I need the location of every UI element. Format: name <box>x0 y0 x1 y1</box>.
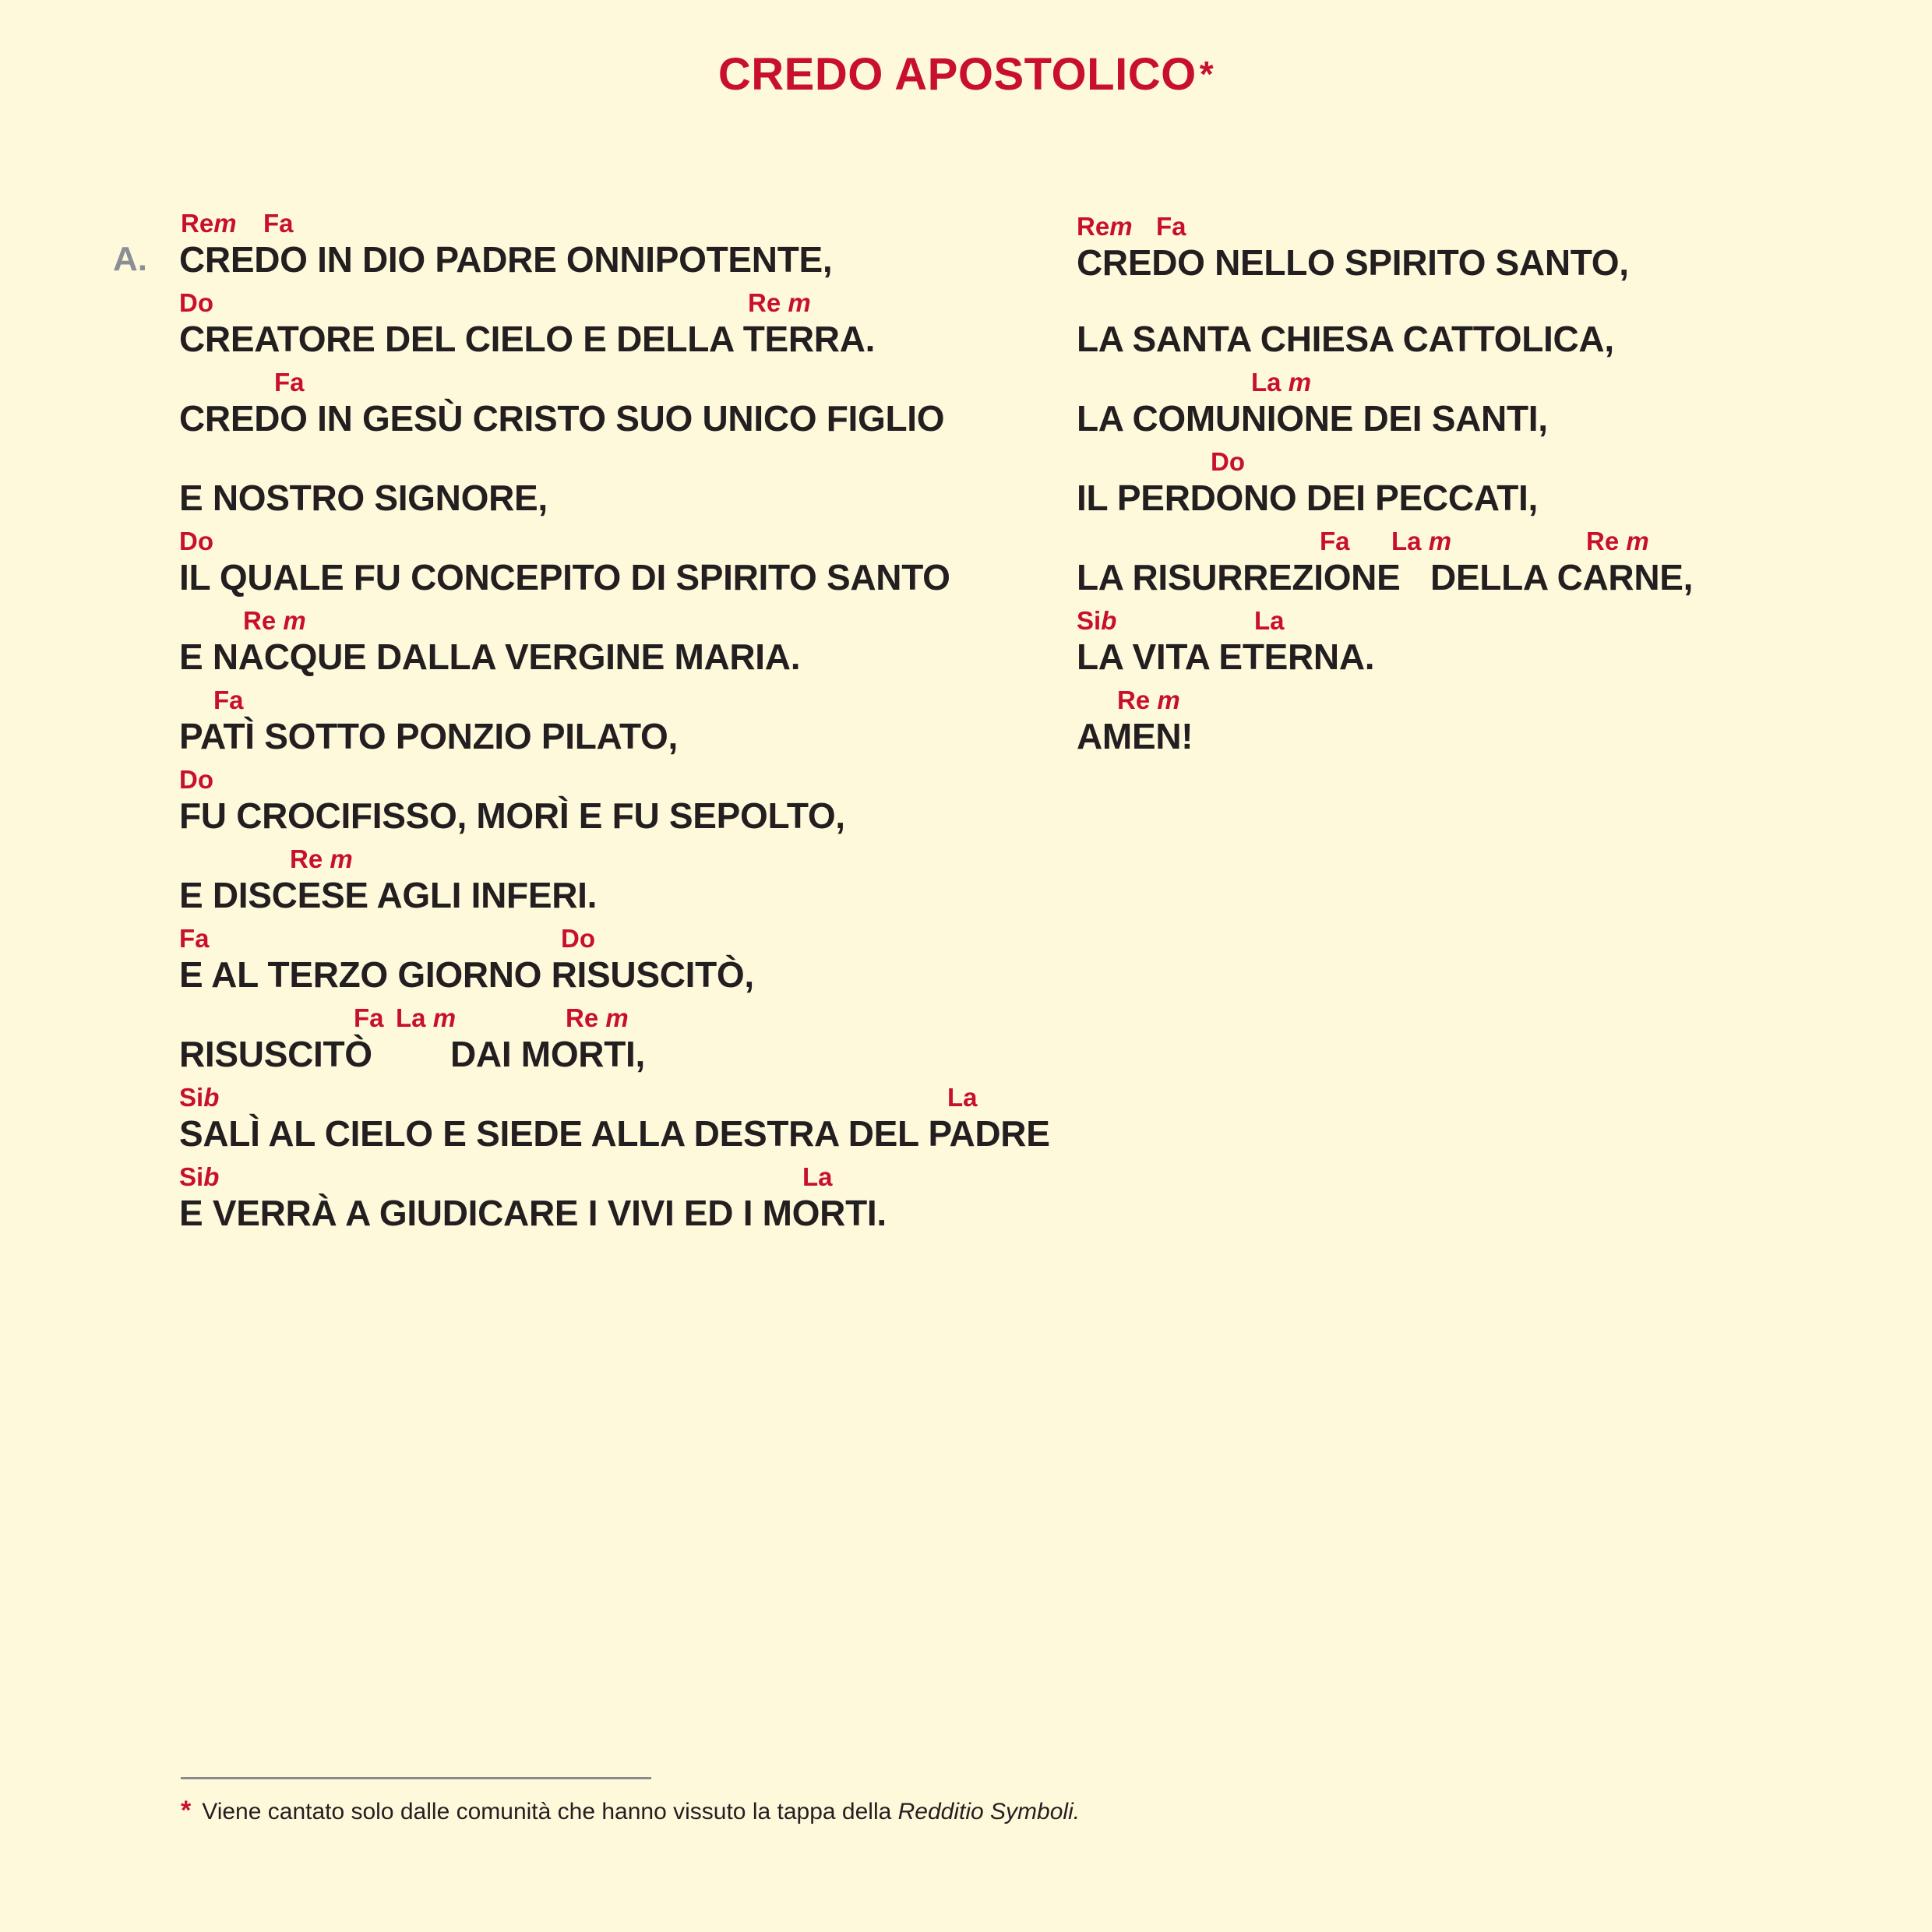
title-footnote-marker: * <box>1199 54 1215 94</box>
page-title: CREDO APOSTOLICO* <box>717 49 1215 100</box>
chord: Sib <box>179 1083 220 1112</box>
chord: Do <box>561 924 595 953</box>
lyric-line: DELLA CARNE, <box>1430 557 1694 598</box>
lyric-line: E NOSTRO SIGNORE, <box>179 478 548 518</box>
chord: La m <box>1391 527 1452 555</box>
chord: Fa <box>1320 527 1350 555</box>
chord: Rem <box>181 209 237 238</box>
lyric-line: CREDO IN GESÙ CRISTO SUO UNICO FIGLIO <box>179 398 945 439</box>
chord: Fa <box>274 368 305 397</box>
chord: La <box>1254 606 1285 635</box>
chord: Sib <box>179 1162 220 1191</box>
lyric-line: RISUSCITÒ <box>179 1034 372 1074</box>
chord: La m <box>1251 368 1312 397</box>
chord: Re m <box>566 1003 629 1032</box>
lyric-line: SALÌ AL CIELO E SIEDE ALLA DESTRA DEL PADRE <box>179 1113 1050 1154</box>
lyric-line: CREATORE DEL CIELO E DELLA TERRA. <box>179 319 876 359</box>
section-label: A. <box>113 240 147 278</box>
chord: Do <box>1211 447 1245 476</box>
lyric-line: E VERRÀ A GIUDICARE I VIVI ED I MORTI. <box>179 1193 887 1233</box>
chord: Do <box>179 288 213 317</box>
chord: Fa <box>1156 212 1186 241</box>
lyric-line: E NACQUE DALLA VERGINE MARIA. <box>179 636 801 677</box>
lyric-line: E DISCESE AGLI INFERI. <box>179 875 598 915</box>
chord: Sib <box>1077 606 1117 635</box>
lyric-line: CREDO IN DIO PADRE ONNIPOTENTE, <box>179 239 833 280</box>
chord: La m <box>396 1003 457 1032</box>
chord: Fa <box>179 924 210 953</box>
lyric-line: IL QUALE FU CONCEPITO DI SPIRITO SANTO <box>179 557 950 598</box>
footnote: * Viene cantato solo dalle comunità che hanno vissuto la tappa della Redditio Symboli. <box>181 1796 1081 1825</box>
lyric-line: DAI MORTI, <box>450 1034 645 1074</box>
chord: Re m <box>1117 686 1180 714</box>
chord: Do <box>179 527 213 555</box>
footnote-divider <box>181 1777 651 1779</box>
chord: Re m <box>290 844 353 873</box>
lyric-line: FU CROCIFISSO, MORÌ E FU SEPOLTO, <box>179 795 845 836</box>
lyric-line: LA RISURREZIONE <box>1077 557 1401 598</box>
lyric-line: PATÌ SOTTO PONZIO PILATO, <box>179 716 678 756</box>
chord: La <box>802 1162 833 1191</box>
lyric-line: AMEN! <box>1077 716 1193 756</box>
chord: Rem <box>1077 212 1133 241</box>
chord: Do <box>179 765 213 794</box>
chord: Fa <box>213 686 244 714</box>
lyric-line: CREDO NELLO SPIRITO SANTO, <box>1077 242 1629 283</box>
lyric-line: LA COMUNIONE DEI SANTI, <box>1077 398 1548 439</box>
chord: Fa <box>354 1003 384 1032</box>
chord: La <box>947 1083 978 1112</box>
lyric-line: LA SANTA CHIESA CATTOLICA, <box>1077 319 1614 359</box>
chord: Fa <box>263 209 294 238</box>
lyric-line: E AL TERZO GIORNO RISUSCITÒ, <box>179 954 754 995</box>
footnote-marker: * <box>181 1796 192 1825</box>
lyric-line: LA VITA ETERNA. <box>1077 636 1375 677</box>
chord: Re m <box>748 288 811 317</box>
lyric-line: IL PERDONO DEI PECCATI, <box>1077 478 1539 518</box>
chord: Re m <box>1586 527 1649 555</box>
chord: Re m <box>243 606 306 635</box>
